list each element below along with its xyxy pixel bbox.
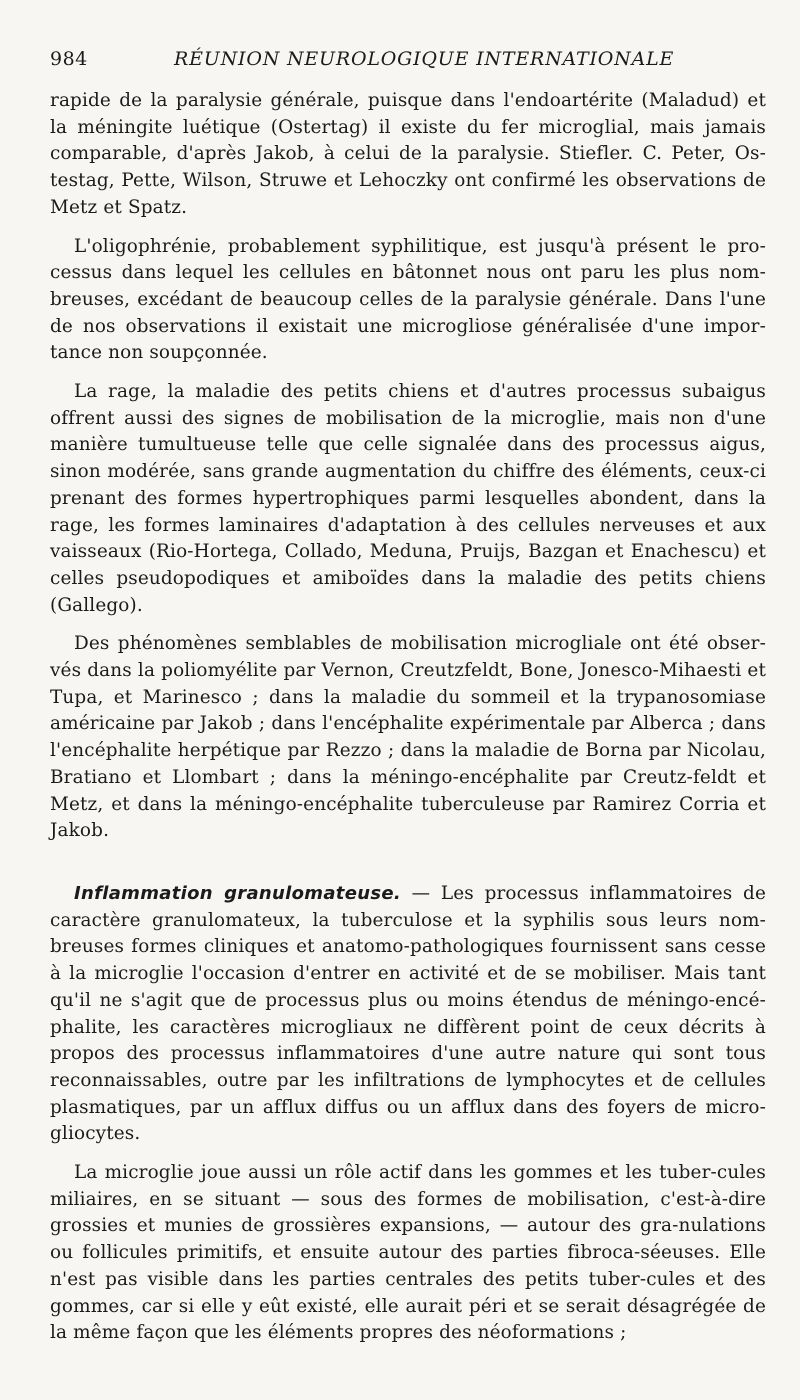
paragraph-phenomenes: Des phénomènes semblables de mobilisation microgliale ont été obser-vés dans la poliomyélite par Vernon, Creutzfeldt, Bone, Jonesco-Mihaesti et Tupa, et Marinesco ; dans la maladie du sommeil et la trypanosomiase américaine par Jakob ; dans l'encéphalite expérimentale par Alberca ; dans l'encéphalite herpétique par Rezzo ; dans la maladie de Borna par Nicolau, Bratiano et Llombart ; dans la méningo-encéphalite par Creutz-feldt et Metz, et dans la méningo-encéphalite tuberculeuse par Ramirez Corria et Jakob. [50,633,766,842]
paragraph-inflammation-text: — Les processus inflammatoires de caractère granulomateux, la tuberculose et la syphilis sous leurs nom-breuses formes cliniques et anatomo-pathologiques fournissent sans cesse à la microglie l'occasion d'entrer en activité et de se mobiliser. Mais tant qu'il ne s'agit que de processus plus ou moins étendus de méningo-encé-phalite, les caractères microgliaux ne diffèrent point de ceux décrits à propos des processus inflammatoires d'une autre nature qui sont tous reconnaissables, outre par les infiltrations de lymphocytes et de cellules plasmatiques, par un afflux diffus ou un afflux dans des foyers de micro-gliocytes. [50,882,766,1145]
paragraph-inflammation [50,881,766,1148]
page-header [50,48,766,88]
paragraph-continuation: rapide de la paralysie générale, puisque dans l'endoartérite (Maladud) et la méningite luétique (Ostertag) il existe du fer microglial, mais jamais comparable, d'après Jakob, à celui de la paralysie. Stiefler. C. Peter, Os-testag, Pette, Wilson, Struwe et Lehoczky ont confirmé les observations de Metz et Spatz. [50,90,766,218]
page-number: 984 [50,48,88,70]
body-text [50,88,766,1347]
paragraph-rage: La rage, la maladie des petits chiens et d'autres processus subaigus offrent aussi des signes de mobilisation de la microglie, mais non d'une manière tumultueuse telle que celle signalée dans des processus aigus, sinon modérée, sans grande augmentation du chiffre des éléments, ceux-ci prenant des formes hypertrophiques parmi lesquelles abondent, dans la rage, les formes laminaires d'adaptation à des cellules nerveuses et aux vaisseaux (Rio-Hortega, Collado, Meduna, Pruijs, Bazgan et Enachescu) et celles pseudopodiques et amiboïdes dans la maladie des petits chiens (Gallego). [50,381,766,616]
paragraph-microglie: La microglie joue aussi un rôle actif dans les gommes et les tuber-cules miliaires, en se situant — sous des formes de mobilisation, c'est-à-dire grossies et munies de grossières expansions, — autour des gra-nulations ou follicules primitifs, et ensuite autour des parties fibroca-séeuses. Elle n'est pas visible dans les parties centrales des petits tuber-cules et des gommes, car si elle y eût existé, elle aurait péri et se serait désagrégée de la même façon que les éléments propres des néoformations ; [50,1162,766,1344]
running-title: RÉUNION NEUROLOGIQUE INTERNATIONALE [174,48,675,70]
section-heading: Inflammation granulomateuse. [74,882,401,904]
document-page [50,48,766,1359]
paragraph-oligophrenie: L'oligophrénie, probablement syphilitique, est jusqu'à présent le pro-cessus dans lequel les cellules en bâtonnet nous ont paru les plus nom-breuses, excédant de beaucoup celles de la paralysie générale. Dans l'une de nos observations il existait une microgliose généralisée d'une impor-tance non soupçonnée. [50,235,766,364]
